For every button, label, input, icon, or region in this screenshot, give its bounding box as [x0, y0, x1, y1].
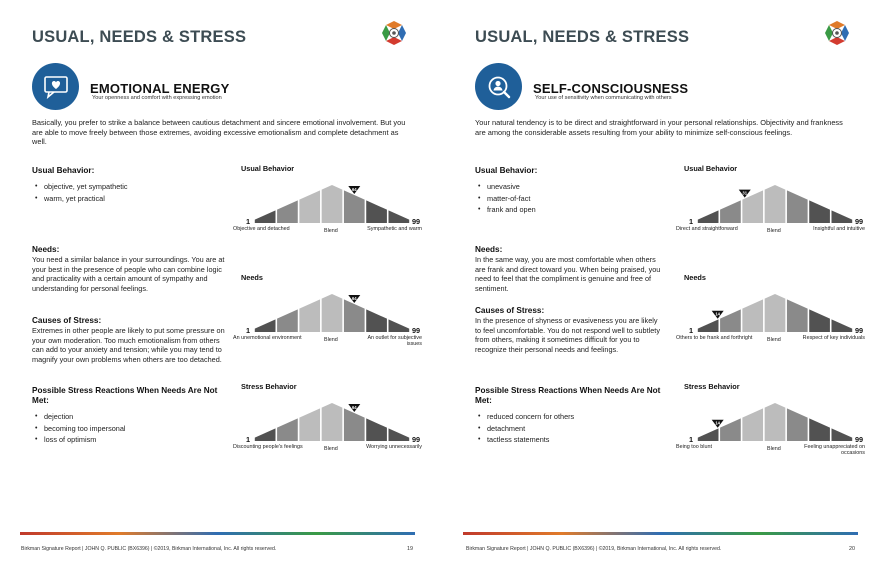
pyramid-segment [389, 210, 410, 223]
pyramid-segment [389, 428, 410, 441]
list-item: • frank and open [475, 204, 536, 216]
pyramid-segment [698, 210, 719, 223]
causes-paragraph: Extremes in other people are likely to put some pressure on your own moderation. Too much emotionalism from others can add to your anxiety and tension; while you may tend to magnify your own problems when others are too detached. [32, 326, 225, 364]
pyramid-segment [322, 185, 343, 223]
right-label: Insightful and intuitive [813, 226, 865, 232]
pyramid-segment [255, 210, 276, 223]
pyramid-segment [698, 319, 719, 332]
needs-heading: Needs: [32, 245, 60, 254]
scale-min: 1 [689, 435, 694, 444]
pyramid-segment [299, 408, 320, 441]
scale-max: 99 [412, 217, 421, 226]
pyramid-segment [832, 210, 853, 223]
list-item: • loss of optimism [32, 434, 126, 446]
pyramid-graphic [230, 175, 422, 227]
scale-min: 1 [689, 217, 694, 226]
pyramid-graphic [673, 393, 865, 445]
usual-behavior-heading: Usual Behavior: [475, 166, 538, 175]
pyramid-segment [277, 200, 298, 223]
pyramid-graphic [673, 175, 865, 227]
score-value: 64 [351, 295, 357, 301]
mid-label: Blend [324, 228, 338, 234]
right-label: An outlet for subjective issues [367, 335, 422, 348]
list-item: • becoming too impersonal [32, 423, 126, 435]
right-label: Worrying unnecessarily [366, 444, 422, 450]
needs-paragraph: You need a similar balance in your surroundings. You are at your best in the presence of people who can combine logic and practicality with a certain amount of sympathy and understanding for personal feelings. [32, 255, 225, 293]
pyramid-segment [366, 309, 387, 332]
pyramid-segment [765, 403, 786, 441]
pyramid-segment [787, 408, 808, 441]
pyramid-segment [277, 418, 298, 441]
pyramid-graphic [230, 393, 422, 445]
footer-divider [463, 532, 858, 535]
score-marker [348, 295, 360, 303]
birkman-logo-icon [380, 19, 408, 47]
list-item: • tactless statements [475, 434, 574, 446]
pyramid-segment [344, 190, 365, 223]
pyramid-segment [720, 309, 741, 332]
scale-min: 1 [246, 435, 251, 444]
causes-paragraph: In the presence of shyness or evasiveness you are likely to feel uncomfortable. You do not respond well to subtlety from others, making it sometimes difficult for you to recognize their personal needs and feelings. [475, 316, 660, 354]
score-value: 64 [351, 404, 357, 410]
chart-title: Needs [684, 273, 706, 282]
intro-paragraph: Basically, you prefer to strike a balance between cautious detachment and sincere emotional involvement. But you are able to move freely between those extremes, avoiding excessive emotionalism and complete detachment as well. [32, 118, 406, 147]
list-item: • unevasive [475, 181, 536, 193]
page-number: 20 [849, 546, 855, 552]
stress-reactions-list [475, 411, 574, 446]
pyramid-segment [720, 200, 741, 223]
score-value: 14 [715, 420, 721, 426]
score-value: 31 [742, 190, 748, 196]
footer-text: Birkman Signature Report | JOHN Q. PUBLIC (BX6396) | ©2019, Birkman International, Inc. All rights reserved. [466, 546, 722, 552]
left-label: Others to be frank and forthright [676, 335, 753, 341]
left-label: An unemotional environment [233, 335, 302, 341]
mid-label: Blend [767, 228, 781, 234]
usual-behavior-chart [230, 175, 422, 245]
left-label: Direct and straightforward [676, 226, 738, 232]
self-consciousness-icon [475, 63, 522, 110]
pyramid-segment [809, 309, 830, 332]
list-item: • reduced concern for others [475, 411, 574, 423]
list-item: • dejection [32, 411, 126, 423]
scale-min: 1 [246, 217, 251, 226]
causes-heading: Causes of Stress: [32, 316, 102, 325]
pyramid-segment [787, 299, 808, 332]
page-title: USUAL, NEEDS & STRESS [32, 28, 247, 46]
footer-divider [20, 532, 415, 535]
pyramid-graphic [673, 284, 865, 336]
page-title: USUAL, NEEDS & STRESS [475, 28, 690, 46]
left-label: Discounting people's feelings [233, 444, 303, 450]
section-title: SELF-CONSCIOUSNESS [533, 81, 689, 96]
section-subtitle: Your use of sensitivity when communicating with others [535, 95, 672, 101]
scale-max: 99 [412, 326, 421, 335]
usual-behavior-heading: Usual Behavior: [32, 166, 95, 175]
left-label: Objective and detached [233, 226, 290, 232]
score-value: 14 [715, 311, 721, 317]
pyramid-segment [742, 408, 763, 441]
birkman-logo-icon [823, 19, 851, 47]
pyramid-segment [809, 418, 830, 441]
pyramid-segment [299, 299, 320, 332]
pyramid-segment [765, 294, 786, 332]
intro-paragraph: Your natural tendency is to be direct and straightforward in your personal relationships. Objectivity and frankness are among the considerable assets resulting from your ability to minimize self-conscious feelings. [475, 118, 843, 137]
mid-label: Blend [324, 446, 338, 452]
scale-max: 99 [855, 217, 864, 226]
right-label: Respect of key individuals [802, 335, 865, 341]
pyramid-segment [698, 428, 719, 441]
scale-min: 1 [689, 326, 694, 335]
pyramid-segment [809, 200, 830, 223]
score-marker [348, 186, 360, 194]
chart-title: Stress Behavior [241, 382, 297, 391]
usual-behavior-list [32, 181, 128, 204]
pyramid-segment [366, 418, 387, 441]
chart-title: Usual Behavior [241, 164, 295, 173]
pyramid-segment [255, 319, 276, 332]
usual-behavior-chart [673, 175, 865, 245]
score-value: 64 [351, 186, 357, 192]
stress-reactions-heading: Possible Stress Reactions When Needs Are Not Met: [475, 386, 661, 405]
score-marker [712, 311, 724, 319]
mid-label: Blend [767, 446, 781, 452]
usual-behavior-list [475, 181, 536, 216]
pyramid-segment [720, 418, 741, 441]
pyramid-segment [299, 190, 320, 223]
scale-max: 99 [412, 435, 421, 444]
chart-title: Usual Behavior [684, 164, 738, 173]
score-marker [348, 404, 360, 412]
pyramid-segment [832, 319, 853, 332]
list-item: • objective, yet sympathetic [32, 181, 128, 193]
needs-heading: Needs: [475, 245, 503, 254]
list-item: • detachment [475, 423, 574, 435]
pyramid-segment [322, 294, 343, 332]
stress-behavior-chart [673, 393, 865, 463]
pyramid-segment [366, 200, 387, 223]
pyramid-segment [389, 319, 410, 332]
pyramid-segment [277, 309, 298, 332]
needs-chart [230, 284, 422, 354]
needs-paragraph: In the same way, you are most comfortable when others are frank and direct toward you. When being praised, you need to feel that the compliment is genuine and free of sentiment. [475, 255, 661, 293]
list-item: • warm, yet practical [32, 193, 128, 205]
right-label: Feeling unappreciated on occasions [804, 444, 865, 457]
pyramid-segment [322, 403, 343, 441]
causes-heading: Causes of Stress: [475, 306, 545, 315]
left-label: Being too blunt [676, 444, 712, 450]
stress-behavior-chart [230, 393, 422, 463]
pyramid-segment [765, 185, 786, 223]
pyramid-segment [344, 299, 365, 332]
chart-title: Stress Behavior [684, 382, 740, 391]
score-marker [712, 420, 724, 428]
stress-reactions-list [32, 411, 126, 446]
section-subtitle: Your openness and comfort with expressing emotion [92, 95, 222, 101]
mid-label: Blend [767, 337, 781, 343]
stress-reactions-heading: Possible Stress Reactions When Needs Are Not Met: [32, 386, 218, 405]
right-label: Sympathetic and warm [367, 226, 422, 232]
footer-text: Birkman Signature Report | JOHN Q. PUBLIC (BX6396) | ©2019, Birkman International, Inc. All rights reserved. [21, 546, 277, 552]
mid-label: Blend [324, 337, 338, 343]
pyramid-segment [255, 428, 276, 441]
score-marker [739, 190, 751, 198]
pyramid-segment [344, 408, 365, 441]
pyramid-segment [787, 190, 808, 223]
chart-title: Needs [241, 273, 263, 282]
pyramid-graphic [230, 284, 422, 336]
scale-max: 99 [855, 435, 864, 444]
report-page-20 [443, 0, 880, 566]
emotional-energy-icon [32, 63, 79, 110]
list-item: • matter-of-fact [475, 193, 536, 205]
page-number: 19 [407, 546, 413, 552]
section-title: EMOTIONAL ENERGY [90, 81, 230, 96]
scale-max: 99 [855, 326, 864, 335]
needs-chart [673, 284, 865, 354]
pyramid-segment [742, 299, 763, 332]
scale-min: 1 [246, 326, 251, 335]
pyramid-segment [832, 428, 853, 441]
